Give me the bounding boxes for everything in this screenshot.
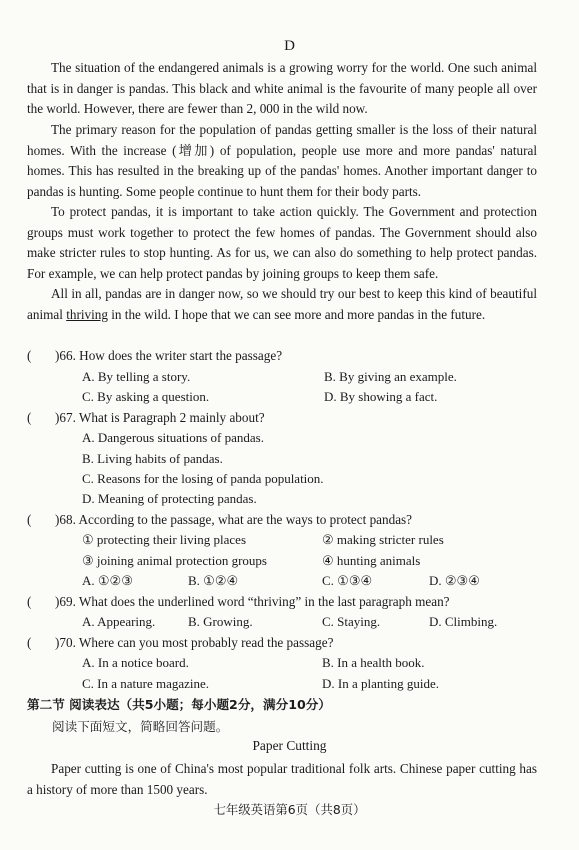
option-b: B. Growing. [188, 614, 253, 629]
option-c: C. By asking a question. [82, 389, 210, 404]
question-69 [27, 592, 547, 613]
underlined-word: thriving [66, 306, 108, 322]
option-d: D. ②③④ [429, 573, 480, 588]
option-d: D. In a planting guide. [322, 676, 439, 691]
answer-blank[interactable]: ( [27, 348, 32, 363]
passage-paragraph-4 [27, 284, 537, 325]
question-stem: )69. What does the underlined word “thriving” in the last paragraph mean? [55, 594, 450, 609]
question-70 [27, 633, 547, 654]
question-66 [27, 346, 547, 367]
answer-blank[interactable]: ( [27, 594, 32, 609]
passage-intro: Paper cutting is one of China's most popular traditional folk arts. Chinese paper cutting has a history of more than 1500 years. [27, 761, 537, 797]
option-d: D. Meaning of protecting pandas. [82, 491, 257, 506]
answer-blank[interactable]: ( [27, 635, 32, 650]
option-a: A. Appearing. [82, 614, 156, 629]
option-b: B. In a health book. [322, 655, 425, 670]
option-a: A. In a notice board. [82, 655, 189, 670]
option-a: A. By telling a story. [82, 369, 191, 384]
option-b: B. By giving an example. [324, 369, 457, 384]
p4-text-after: in the wild. I hope that we can see more and more pandas in the future. [107, 306, 486, 322]
passage-paragraph-2: The primary reason for the population of pandas getting smaller is the loss of their natural homes. With the increase (增加) of population, people use more and more pandas' natural homes. This has resulted in the breaking up of the pandas' homes. Another important danger to pandas is hunting. Some people continue to hunt them for their body parts. [27, 122, 537, 199]
choice-item-3: ③ joining animal protection groups [82, 553, 267, 568]
option-d: D. By showing a fact. [324, 389, 438, 404]
page-footer: 七年级英语第6页（共8页） [213, 802, 366, 817]
section-instruction: 阅读下面短文，简略回答问题。 [52, 719, 229, 734]
choice-item-2: ② making stricter rules [322, 532, 444, 547]
passage-title: Paper Cutting [252, 738, 327, 753]
question-stem: )67. What is Paragraph 2 mainly about? [55, 410, 265, 425]
option-a: A. ①②③ [82, 573, 133, 588]
option-c: C. Staying. [322, 614, 381, 629]
answer-blank[interactable]: ( [27, 512, 32, 527]
option-a: A. Dangerous situations of pandas. [82, 430, 264, 445]
question-68 [27, 510, 547, 531]
passage-paragraph-1: The situation of the endangered animals is a growing worry for the world. One such animal that is in danger is pandas. This black and white animal is the favourite of many people all over the world. However, there are fewer than 2, 000 in the wild now. [27, 60, 537, 117]
option-b: B. ①②④ [188, 573, 239, 588]
answer-blank[interactable]: ( [27, 410, 32, 425]
passage-paragraph-3: To protect pandas, it is important to take action quickly. The Government and protection groups must work together to protect the few homes of pandas. The Government should also make stricter rules to stop hunting. As for us, we can also do something to help protect pandas. For example, we can help protect pandas by joining groups to keep them safe. [27, 204, 537, 281]
section-heading: 第二节 阅读表达（共5小题；每小题2分，满分10分） [27, 697, 331, 712]
option-b: B. Living habits of pandas. [82, 451, 223, 466]
p4-text-before: All in all, pandas are in danger now, so we should try our best to keep this kind of beautiful animal [27, 286, 537, 322]
choice-item-1: ① protecting their living places [82, 532, 246, 547]
option-c: C. ①③④ [322, 573, 373, 588]
choice-item-4: ④ hunting animals [322, 553, 421, 568]
question-67 [27, 408, 547, 429]
option-d: D. Climbing. [429, 614, 498, 629]
section-letter: D [284, 38, 295, 54]
question-stem: )68. According to the passage, what are the ways to protect pandas? [55, 512, 413, 527]
option-c: C. Reasons for the losing of panda population. [82, 471, 324, 486]
option-c: C. In a nature magazine. [82, 676, 210, 691]
question-stem: )70. Where can you most probably read the passage? [55, 635, 334, 650]
question-stem: )66. How does the writer start the passage? [55, 348, 283, 363]
